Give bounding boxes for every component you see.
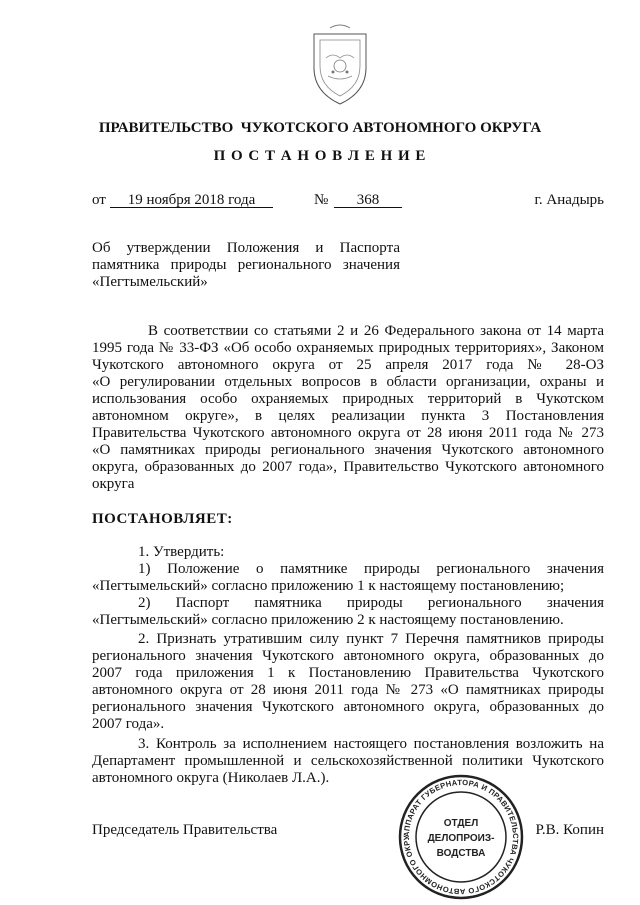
- item-line: 1. Утвердить:: [138, 544, 225, 560]
- document-number: 368: [334, 193, 402, 208]
- stamp-ring-text: АППАРАТ ГУБЕРНАТОРА И ПРАВИТЕЛЬСТВА ЧУКОТСКОГО АВТОНОМНОГО ОКРУ: [401, 777, 521, 897]
- document-date: 19 ноября 2018 года: [110, 193, 273, 208]
- subject-line-2: памятника природы регионального значения: [92, 257, 400, 273]
- preamble-line: округа: [92, 476, 135, 492]
- item-line: автономного округа от 28 июня 2011 года № 273 «О памятниках природы: [92, 682, 604, 698]
- office-stamp: [398, 774, 524, 900]
- preamble-line: 1995 года № 33-ФЗ «Об особо охраняемых природных территориях», Законом: [92, 340, 604, 356]
- subject-line-3: «Пегтымельский»: [92, 274, 208, 290]
- preamble-line: автономном округе», в целях реализации пункта 3 Постановления: [92, 408, 604, 424]
- coat-of-arms-emblem: [300, 22, 380, 108]
- number-prefix: №: [314, 192, 329, 208]
- preamble-line: В соответствии со статьями 2 и 26 Федерального закона от 14 марта: [148, 323, 604, 339]
- date-prefix: от: [92, 192, 106, 208]
- item-line: 1) Положение о памятнике природы регионального значения: [138, 561, 604, 577]
- signatory-name: Р.В. Копин: [535, 822, 604, 838]
- item-line: 2. Признать утратившим силу пункт 7 Перечня памятников природы: [138, 631, 604, 647]
- preamble-line: Правительства Чукотского автономного округа от 28 июня 2011 года № 273: [92, 425, 604, 441]
- preamble-line: «О памятниках природы регионального значения Чукотского автономного: [92, 442, 604, 458]
- preamble-line: Чукотского автономного округа от 25 апреля 2017 года № 28-ОЗ: [92, 357, 604, 373]
- item-line: регионального значения Чукотского автономного округа, образованных до: [92, 699, 604, 715]
- item-line: Департамент промышленной и сельскохозяйственной политики Чукотского: [92, 753, 604, 769]
- item-line: регионального значения Чукотского автономного округа, образованных до: [92, 648, 604, 664]
- preamble-line: «О регулировании отдельных вопросов в области организации, охраны и: [92, 374, 604, 390]
- item-line: 2007 года».: [92, 716, 165, 732]
- city: г. Анадырь: [534, 192, 604, 208]
- resolves-heading: ПОСТАНОВЛЯЕТ:: [92, 511, 233, 527]
- organization-title: ПРАВИТЕЛЬСТВО ЧУКОТСКОГО АВТОНОМНОГО ОКРУГА: [98, 120, 542, 136]
- stamp-center-line: ДЕЛОПРОИЗ-: [427, 833, 495, 844]
- document-type: П О С Т А Н О В Л Е Н И Е: [213, 148, 427, 164]
- item-line: 2) Паспорт памятника природы регионального значения: [138, 595, 604, 611]
- item-line: 2007 года приложения 1 к Постановлению Правительства Чукотского: [92, 665, 604, 681]
- item-line: автономного округа (Николаев Л.А.).: [92, 770, 330, 786]
- stamp-center-line: ВОДСТВА: [436, 848, 486, 859]
- item-line: «Пегтымельский» согласно приложению 1 к настоящему постановлению;: [92, 578, 565, 594]
- subject-line-1: Об утверждении Положения и Паспорта: [92, 240, 400, 256]
- preamble-line: использования особо охраняемых природных территорий в Чукотском: [92, 391, 604, 407]
- preamble-line: округа, образованных до 2007 года», Правительство Чукотского автономного: [92, 459, 604, 475]
- stamp-center-line: ОТДЕЛ: [443, 818, 479, 829]
- item-line: «Пегтымельский» согласно приложению 2 к настоящему постановлению.: [92, 612, 564, 628]
- item-line: 3. Контроль за исполнением настоящего постановления возложить на: [138, 736, 604, 752]
- signatory-position: Председатель Правительства: [92, 822, 278, 838]
